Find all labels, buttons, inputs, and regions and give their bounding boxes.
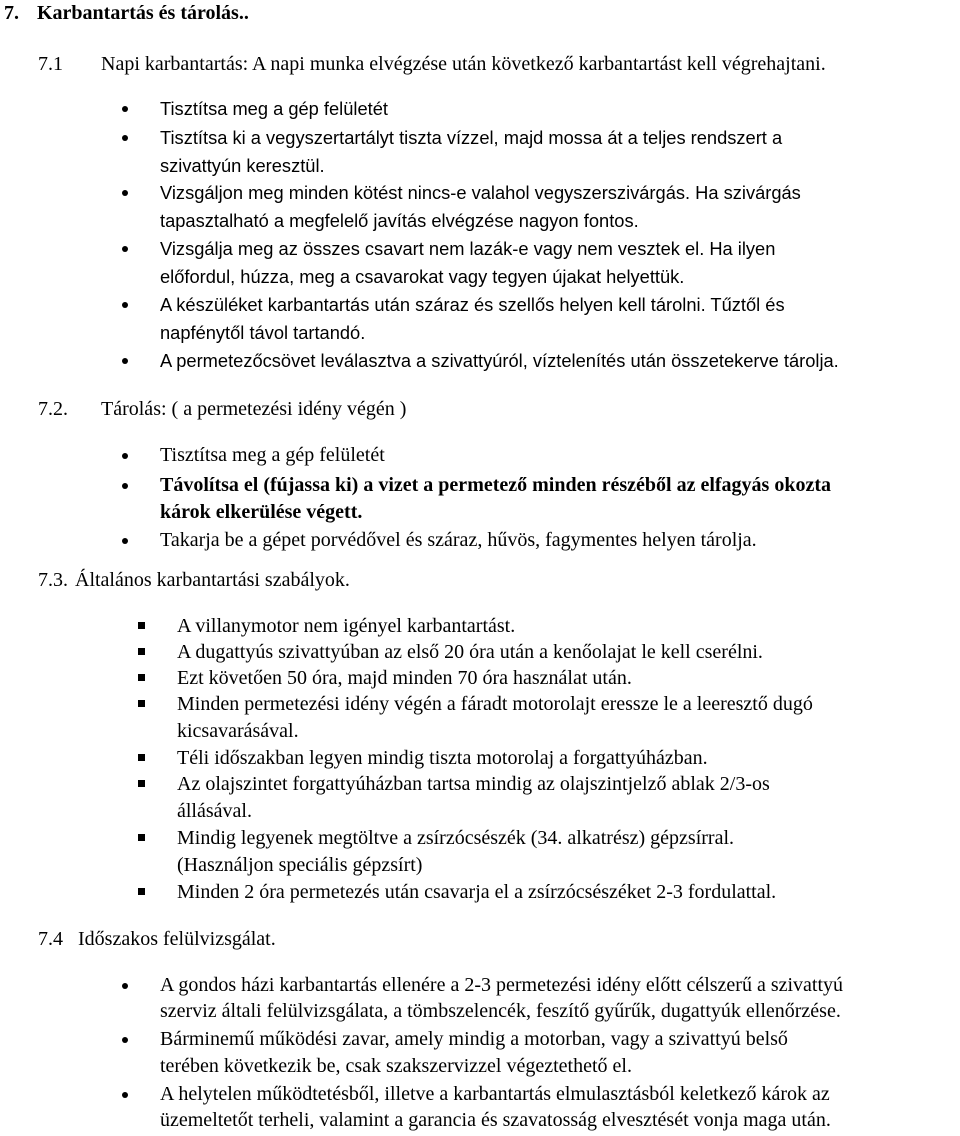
list-item-continuation: üzemeltetőt terheli, valamint a garancia és szavatosság elvesztését vonja maga után. bbox=[160, 1109, 831, 1131]
list-item: A helytelen működtetésből, illetve a karbantartás elmulasztásból keletkező károk az bbox=[160, 1083, 830, 1105]
list-item: Téli időszakban legyen mindig tiszta motorolaj a forgattyúházban. bbox=[177, 747, 708, 769]
section-7-3-number: 7.3. bbox=[38, 569, 68, 591]
bullet-square-icon bbox=[138, 780, 145, 787]
list-item: A permetezőcsövet leválasztva a szivattyúról, víztelenítés után összetekerve tárolja. bbox=[160, 350, 839, 371]
bullet-dot-icon bbox=[122, 190, 128, 196]
bullet-square-icon bbox=[138, 674, 145, 681]
section-7-4-number: 7.4 bbox=[38, 928, 63, 950]
section-7-2-title: Tárolás: ( a permetezési idény végén ) bbox=[101, 398, 407, 420]
list-item: A készüléket karbantartás után száraz és szellős helyen kell tárolni. Tűztől és bbox=[160, 294, 785, 315]
bullet-dot-icon bbox=[122, 358, 128, 364]
bullet-square-icon bbox=[138, 888, 145, 895]
bullet-dot-icon bbox=[122, 302, 128, 308]
list-item: A villanymotor nem igényel karbantartást. bbox=[177, 615, 516, 637]
list-item-continuation: kicsavarásával. bbox=[177, 720, 299, 742]
section-7-2-number: 7.2. bbox=[38, 398, 68, 420]
list-item-continuation: tapasztalható a megfelelő javítás elvégzése nagyon fontos. bbox=[160, 210, 639, 231]
list-item: Vizsgálja meg az összes csavart nem lazák-e vagy nem vesztek el. Ha ilyen bbox=[160, 238, 776, 259]
list-item: Mindig legyenek megtöltve a zsírzócsészék (34. alkatrész) gépzsírral. bbox=[177, 827, 735, 849]
bullet-dot-icon bbox=[122, 483, 128, 489]
bullet-dot-icon bbox=[122, 135, 128, 141]
list-item: Minden permetezési idény végén a fáradt motorolajt eressze le a leeresztő dugó bbox=[177, 693, 813, 715]
list-item: Minden 2 óra permetezés után csavarja el a zsírzócsészéket 2-3 fordulattal. bbox=[177, 881, 777, 903]
section-7-3-title: Általános karbantartási szabályok. bbox=[75, 569, 350, 591]
bullet-dot-icon bbox=[122, 538, 128, 544]
bullet-dot-icon bbox=[122, 1092, 128, 1098]
bullet-square-icon bbox=[138, 648, 145, 655]
section-7-1-title: Napi karbantartás: A napi munka elvégzése után következő karbantartást kell végrehajtani. bbox=[101, 53, 826, 75]
bullet-dot-icon bbox=[122, 1037, 128, 1043]
bullet-square-icon bbox=[138, 754, 145, 761]
bullet-dot-icon bbox=[122, 983, 128, 989]
list-item: Tisztítsa meg a gép felületét bbox=[160, 444, 385, 466]
section-7-4-title: Időszakos felülvizsgálat. bbox=[78, 928, 276, 950]
bullet-square-icon bbox=[138, 700, 145, 707]
list-item-continuation: szivattyún keresztül. bbox=[160, 155, 325, 176]
list-item: Bárminemű működési zavar, amely mindig a motorban, vagy a szivattyú belső bbox=[160, 1028, 788, 1050]
list-item-continuation: napfénytől távol tartandó. bbox=[160, 322, 366, 343]
list-item-continuation: terében következik be, csak szakszervizzel végeztethető el. bbox=[160, 1055, 632, 1077]
bullet-square-icon bbox=[138, 834, 145, 841]
bullet-dot-icon bbox=[122, 453, 128, 459]
list-item-continuation: előfordul, húzza, meg a csavarokat vagy tegyen újakat helyettük. bbox=[160, 266, 685, 287]
list-item: Ezt követően 50 óra, majd minden 70 óra használat után. bbox=[177, 667, 632, 689]
list-item-continuation: állásával. bbox=[177, 800, 252, 822]
list-item-continuation: szerviz általi felülvizsgálata, a tömbszelencék, feszítő gyűrűk, dugattyúk ellenőrzése. bbox=[160, 1000, 841, 1022]
list-item: A gondos házi karbantartás ellenére a 2-3 permetezési idény előtt célszerű a szivattyú bbox=[160, 974, 844, 996]
list-item: A dugattyús szivattyúban az első 20 óra után a kenőolajat le kell cserélni. bbox=[177, 641, 763, 663]
bullet-dot-icon bbox=[122, 246, 128, 252]
list-item: Távolítsa el (fújassa ki) a vizet a permetező minden részéből az elfagyás okozta bbox=[160, 474, 831, 496]
list-item: Az olajszintet forgattyúházban tartsa mindig az olajszintjelző ablak 2/3-os bbox=[177, 773, 770, 795]
section-7-title: Karbantartás és tárolás.. bbox=[37, 2, 249, 24]
list-item: Tisztítsa ki a vegyszertartályt tiszta vízzel, majd mossa át a teljes rendszert a bbox=[160, 127, 783, 148]
list-item-continuation: (Használjon speciális gépzsírt) bbox=[177, 854, 423, 876]
section-7-1-number: 7.1 bbox=[38, 53, 63, 75]
list-item: Tisztítsa meg a gép felületét bbox=[160, 98, 388, 119]
section-7-number: 7. bbox=[4, 2, 19, 24]
bullet-dot-icon bbox=[122, 106, 128, 112]
list-item: Takarja be a gépet porvédővel és száraz, hűvös, fagymentes helyen tárolja. bbox=[160, 529, 757, 551]
list-item: Vizsgáljon meg minden kötést nincs-e valahol vegyszerszivárgás. Ha szivárgás bbox=[160, 182, 801, 203]
list-item-continuation: károk elkerülése végett. bbox=[160, 501, 363, 523]
bullet-square-icon bbox=[138, 622, 145, 629]
